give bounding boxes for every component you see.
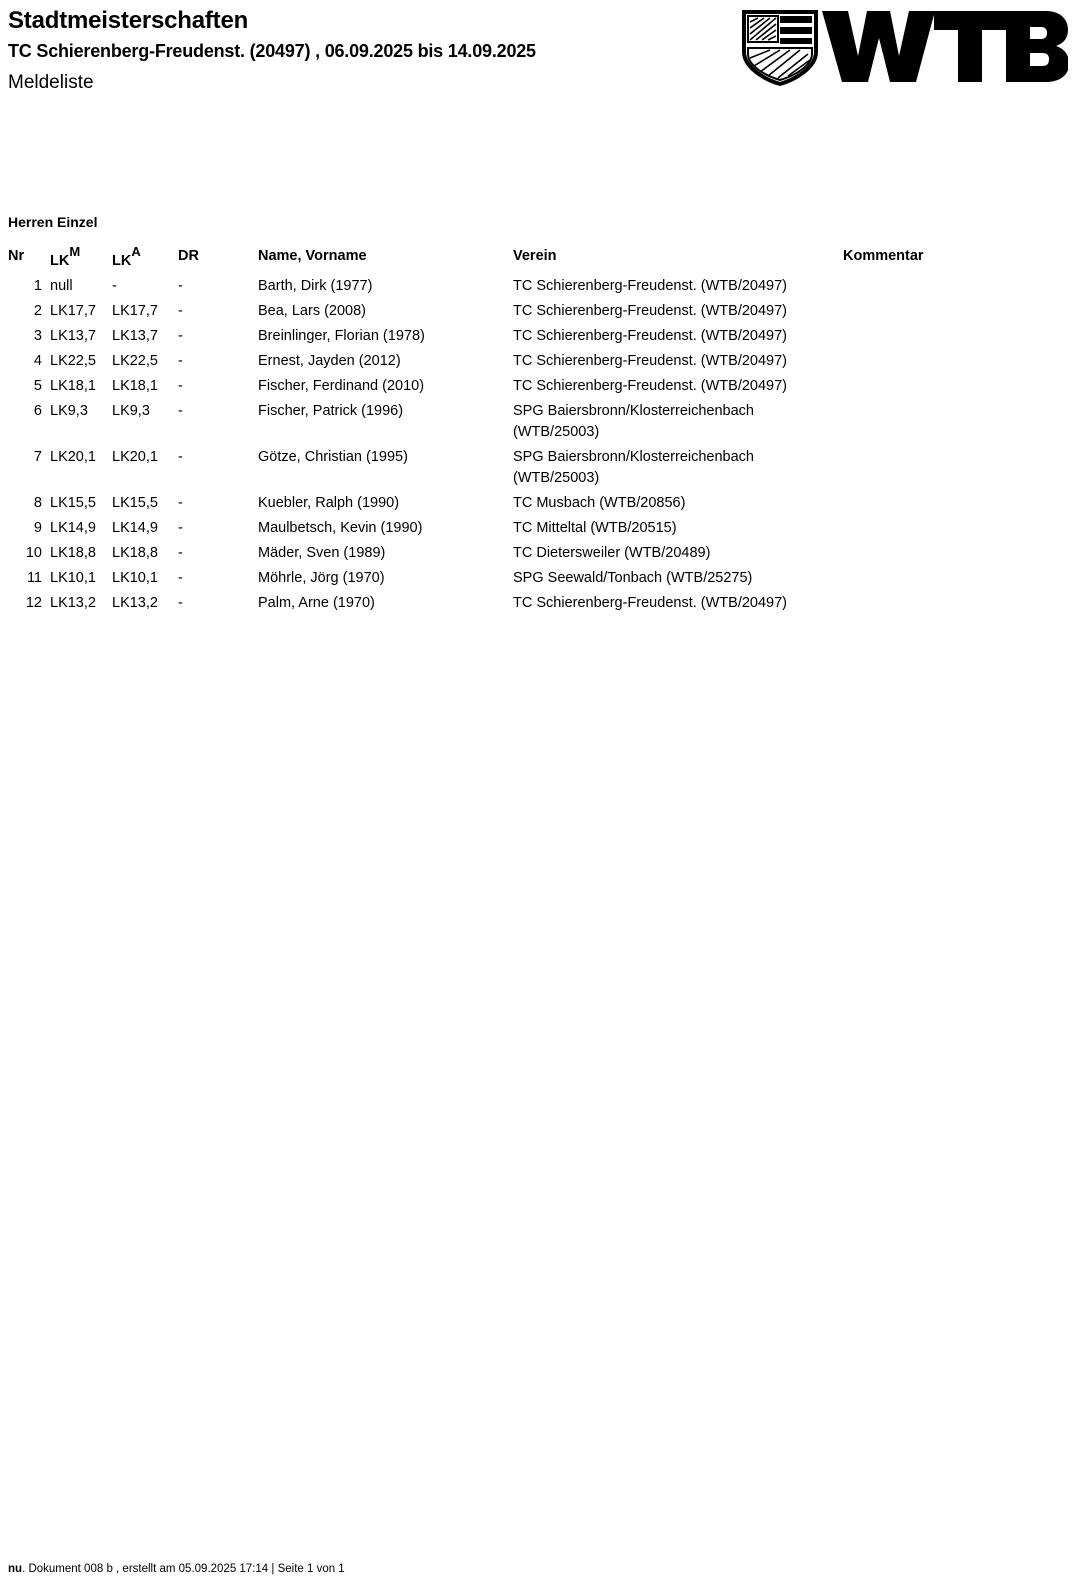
cell-nr: 5 [33,378,42,394]
cell-lk-a: LK18,1 [112,378,158,394]
cell-dr: - [178,403,183,419]
cell-verein [513,566,843,591]
document-footer [8,1562,345,1576]
wtb-wordmark [822,11,1068,82]
cell-lk-m: LK18,1 [50,378,96,394]
column-header-nr: Nr [8,248,25,264]
verein-line-2: (WTB/25003) [513,470,600,486]
title-block [8,6,728,96]
page-title: Stadtmeisterschaften [8,7,249,34]
table-row [8,445,1072,491]
cell-name: Kuebler, Ralph (1990) [258,495,400,511]
cell-kommentar [843,516,1072,541]
column-header-dr: DR [178,248,199,264]
verein-line-1: SPG Baiersbronn/Klosterreichenbach [513,449,754,465]
verein-line-1: TC Schierenberg-Freudenst. (WTB/20497) [513,303,787,319]
cell-nr: 8 [33,495,42,511]
cell-lk-a: LK22,5 [112,353,158,369]
cell-name: Fischer, Ferdinand (2010) [258,378,425,394]
cell-nr: 1 [33,278,42,294]
cell-dr: - [178,278,183,294]
table-row [8,349,1072,374]
column-header-lk-m [50,244,112,274]
lk-m-superscript: M [69,244,81,259]
cell-kommentar [843,591,1072,616]
cell-lk-m: LK18,8 [50,545,96,561]
cell-dr: - [178,353,183,369]
cell-lk-a: LK10,1 [112,570,158,586]
footer-brand: nu [8,1563,23,1575]
verein-line-1: SPG Seewald/Tonbach (WTB/25275) [513,570,753,586]
cell-name: Palm, Arne (1970) [258,595,375,611]
cell-verein [513,324,843,349]
cell-lk-m: LK13,7 [50,328,96,344]
cell-lk-a: LK18,8 [112,545,158,561]
table-body [8,274,1072,616]
cell-nr: 7 [33,449,42,465]
verein-line-1: TC Mitteltal (WTB/20515) [513,520,677,536]
cell-verein [513,491,843,516]
cell-name: Mäder, Sven (1989) [258,545,386,561]
cell-lk-a: LK15,5 [112,495,158,511]
cell-kommentar [843,399,1072,445]
cell-lk-m: null [50,278,73,294]
cell-name: Möhrle, Jörg (1970) [258,570,385,586]
cell-lk-m: LK22,5 [50,353,96,369]
cell-verein [513,299,843,324]
cell-dr: - [178,328,183,344]
cell-verein [513,445,843,491]
lk-a-superscript: A [131,244,141,259]
table-row [8,541,1072,566]
cell-dr: - [178,570,183,586]
cell-dr: - [178,378,183,394]
cell-dr: - [178,495,183,511]
cell-lk-m: LK20,1 [50,449,96,465]
table-row [8,324,1072,349]
footer-text: . Dokument 008 b , erstellt am 05.09.2025 17:14 | Seite 1 von 1 [22,1563,345,1575]
cell-lk-m: LK17,7 [50,303,96,319]
cell-verein [513,516,843,541]
cell-nr: 10 [25,545,42,561]
verein-line-1: TC Schierenberg-Freudenst. (WTB/20497) [513,353,787,369]
cell-lk-m: LK9,3 [50,403,88,419]
cell-nr: 2 [33,303,42,319]
cell-lk-a: LK9,3 [112,403,150,419]
document-content [8,214,1072,616]
cell-nr: 4 [33,353,42,369]
cell-kommentar [843,445,1072,491]
cell-name: Götze, Christian (1995) [258,449,408,465]
lk-m-base: LK [50,253,70,269]
section-title: Meldeliste [8,72,94,93]
entries-table [8,244,1072,616]
column-header-name: Name, Vorname [258,248,367,264]
cell-nr: 6 [33,403,42,419]
table-row [8,274,1072,299]
verein-line-2: (WTB/25003) [513,424,600,440]
cell-name: Ernest, Jayden (2012) [258,353,401,369]
cell-verein [513,399,843,445]
cell-lk-a: - [112,278,117,294]
event-subtitle: TC Schierenberg-Freudenst. (20497) , 06.09.2025 bis 14.09.2025 [8,41,536,61]
verein-line-1: TC Schierenberg-Freudenst. (WTB/20497) [513,378,787,394]
cell-nr: 9 [33,520,42,536]
cell-name: Maulbetsch, Kevin (1990) [258,520,423,536]
cell-lk-m: LK10,1 [50,570,96,586]
table-row [8,299,1072,324]
cell-dr: - [178,520,183,536]
table-row [8,491,1072,516]
verein-line-1: TC Schierenberg-Freudenst. (WTB/20497) [513,278,787,294]
cell-kommentar [843,299,1072,324]
cell-kommentar [843,491,1072,516]
table-header [8,244,1072,274]
cell-verein [513,541,843,566]
cell-kommentar [843,349,1072,374]
table-row [8,516,1072,541]
verein-line-1: SPG Baiersbronn/Klosterreichenbach [513,403,754,419]
table-row [8,374,1072,399]
cell-name: Barth, Dirk (1977) [258,278,373,294]
cell-verein [513,349,843,374]
cell-kommentar [843,324,1072,349]
wtb-logo [738,8,1068,86]
cell-dr: - [178,449,183,465]
cell-lk-a: LK20,1 [112,449,158,465]
table-row [8,566,1072,591]
cell-lk-m: LK13,2 [50,595,96,611]
cell-nr: 3 [33,328,42,344]
table-header-row [8,248,1072,274]
column-header-lk-a [112,244,178,274]
cell-verein [513,591,843,616]
cell-dr: - [178,545,183,561]
verein-line-1: TC Dietersweiler (WTB/20489) [513,545,711,561]
cell-name: Fischer, Patrick (1996) [258,403,404,419]
cell-lk-m: LK14,9 [50,520,96,536]
cell-lk-m: LK15,5 [50,495,96,511]
cell-kommentar [843,274,1072,299]
verein-line-1: TC Schierenberg-Freudenst. (WTB/20497) [513,595,787,611]
verein-line-1: TC Schierenberg-Freudenst. (WTB/20497) [513,328,787,344]
column-header-verein: Verein [513,248,557,264]
cell-lk-a: LK13,2 [112,595,158,611]
cell-lk-a: LK13,7 [112,328,158,344]
cell-dr: - [178,303,183,319]
cell-nr: 12 [25,595,42,611]
cell-name: Bea, Lars (2008) [258,303,367,319]
document-header [8,6,1072,96]
cell-lk-a: LK17,7 [112,303,158,319]
table-row [8,591,1072,616]
cell-verein [513,274,843,299]
table-row [8,399,1072,445]
cell-name: Breinlinger, Florian (1978) [258,328,425,344]
column-header-kommentar: Kommentar [843,248,924,264]
cell-verein [513,374,843,399]
competition-title: Herren Einzel [8,214,98,230]
lk-a-base: LK [112,253,132,269]
cell-dr: - [178,595,183,611]
verein-line-1: TC Musbach (WTB/20856) [513,495,686,511]
cell-kommentar [843,566,1072,591]
cell-nr: 11 [26,570,42,586]
cell-kommentar [843,541,1072,566]
cell-lk-a: LK14,9 [112,520,158,536]
coat-of-arms-icon [744,12,816,84]
cell-kommentar [843,374,1072,399]
